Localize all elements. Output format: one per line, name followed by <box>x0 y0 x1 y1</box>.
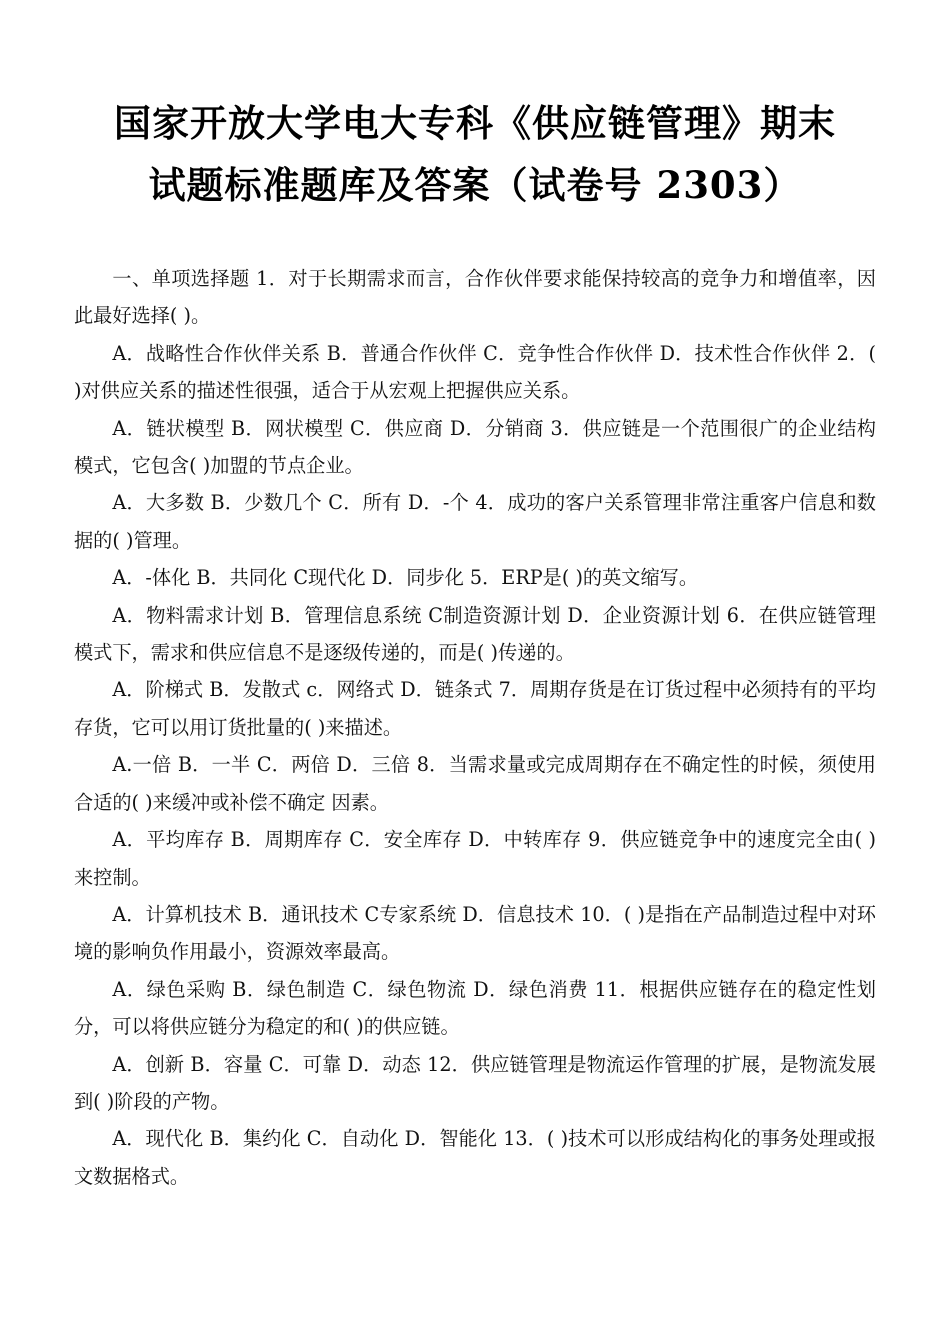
paragraph-options-1-question-2: A．战略性合作伙伴关系 B．普通合作伙伴 C．竞争性合作伙伴 D．技术性合作伙伴 2．( )对供应关系的描述性很强，适合于从宏观上把握供应关系。 <box>74 341 876 403</box>
paragraph-options-10-question-11: A．绿色采购 B．绿色制造 C．绿色物流 D．绿色消费 11．根据供应链存在的稳定性划分，可以将供应链分为稳定的和( )的供应链。 <box>74 977 876 1039</box>
document-title <box>74 92 876 216</box>
paragraph-options-8-question-9: A．平均库存 B．周期库存 C．安全库存 D．中转库存 9．供应链竞争中的速度完全由( )来控制。 <box>74 828 876 889</box>
document-body <box>74 260 876 1195</box>
paragraph-options-4-question-5: A．-体化 B．共同化 C现代化 D．同步化 5．ERP是( )的英文缩写。 <box>112 566 699 590</box>
paragraph-options-3-question-4: A．大多数 B．少数几个 C．所有 D．-个 4．成功的客户关系管理非常注重客户信息和数据的( )管理。 <box>74 491 876 552</box>
paragraph-options-11-question-12: A．创新 B．容量 C．可靠 D．动态 12．供应链管理是物流运作管理的扩展，是物流发展到( )阶段的产物。 <box>74 1052 876 1113</box>
paragraph-options-7-question-8: A.一倍 B．一半 C．两倍 D．三倍 8．当需求量或完成周期存在不确定性的时候，须使用合适的( )来缓冲或补偿不确定 因素。 <box>74 753 876 814</box>
paragraph-options-6-question-7: A．阶梯式 B．发散式 c．网络式 D．链条式 7．周期存货是在订货过程中必须持有的平均存货，它可以用订货批量的( )来描述。 <box>74 678 876 739</box>
paragraph-options-5-question-6: A．物料需求计划 B．管理信息系统 C制造资源计划 D．企业资源计划 6．在供应链管理模式下，需求和供应信息不是逐级传递的，而是( )传递的。 <box>74 603 876 665</box>
title-line-2: 试题标准题库及答案（试卷号 2303） <box>148 163 802 207</box>
paragraph-options-12-question-13: A．现代化 B．集约化 C．自动化 D．智能化 13．( )技术可以形成结构化的事务处理或报文数据格式。 <box>74 1127 876 1188</box>
title-line-1: 国家开放大学电大专科《供应链管理》期末 <box>114 101 836 145</box>
paragraph-options-9-question-10: A．计算机技术 B．通讯技术 C专家系统 D．信息技术 10．( )是指在产品制造过程中对环境的影响负作用最小，资源效率最高。 <box>74 902 876 964</box>
paragraph-question-1: 一、单项选择题 1．对于长期需求而言，合作伙伴要求能保持较高的竞争力和增值率，因此最好选择( )。 <box>74 267 876 328</box>
paragraph-options-2-question-3: A．链状模型 B．网状模型 C．供应商 D．分销商 3．供应链是一个范围很广的企业结构模式，它包含( )加盟的节点企业。 <box>74 416 876 478</box>
